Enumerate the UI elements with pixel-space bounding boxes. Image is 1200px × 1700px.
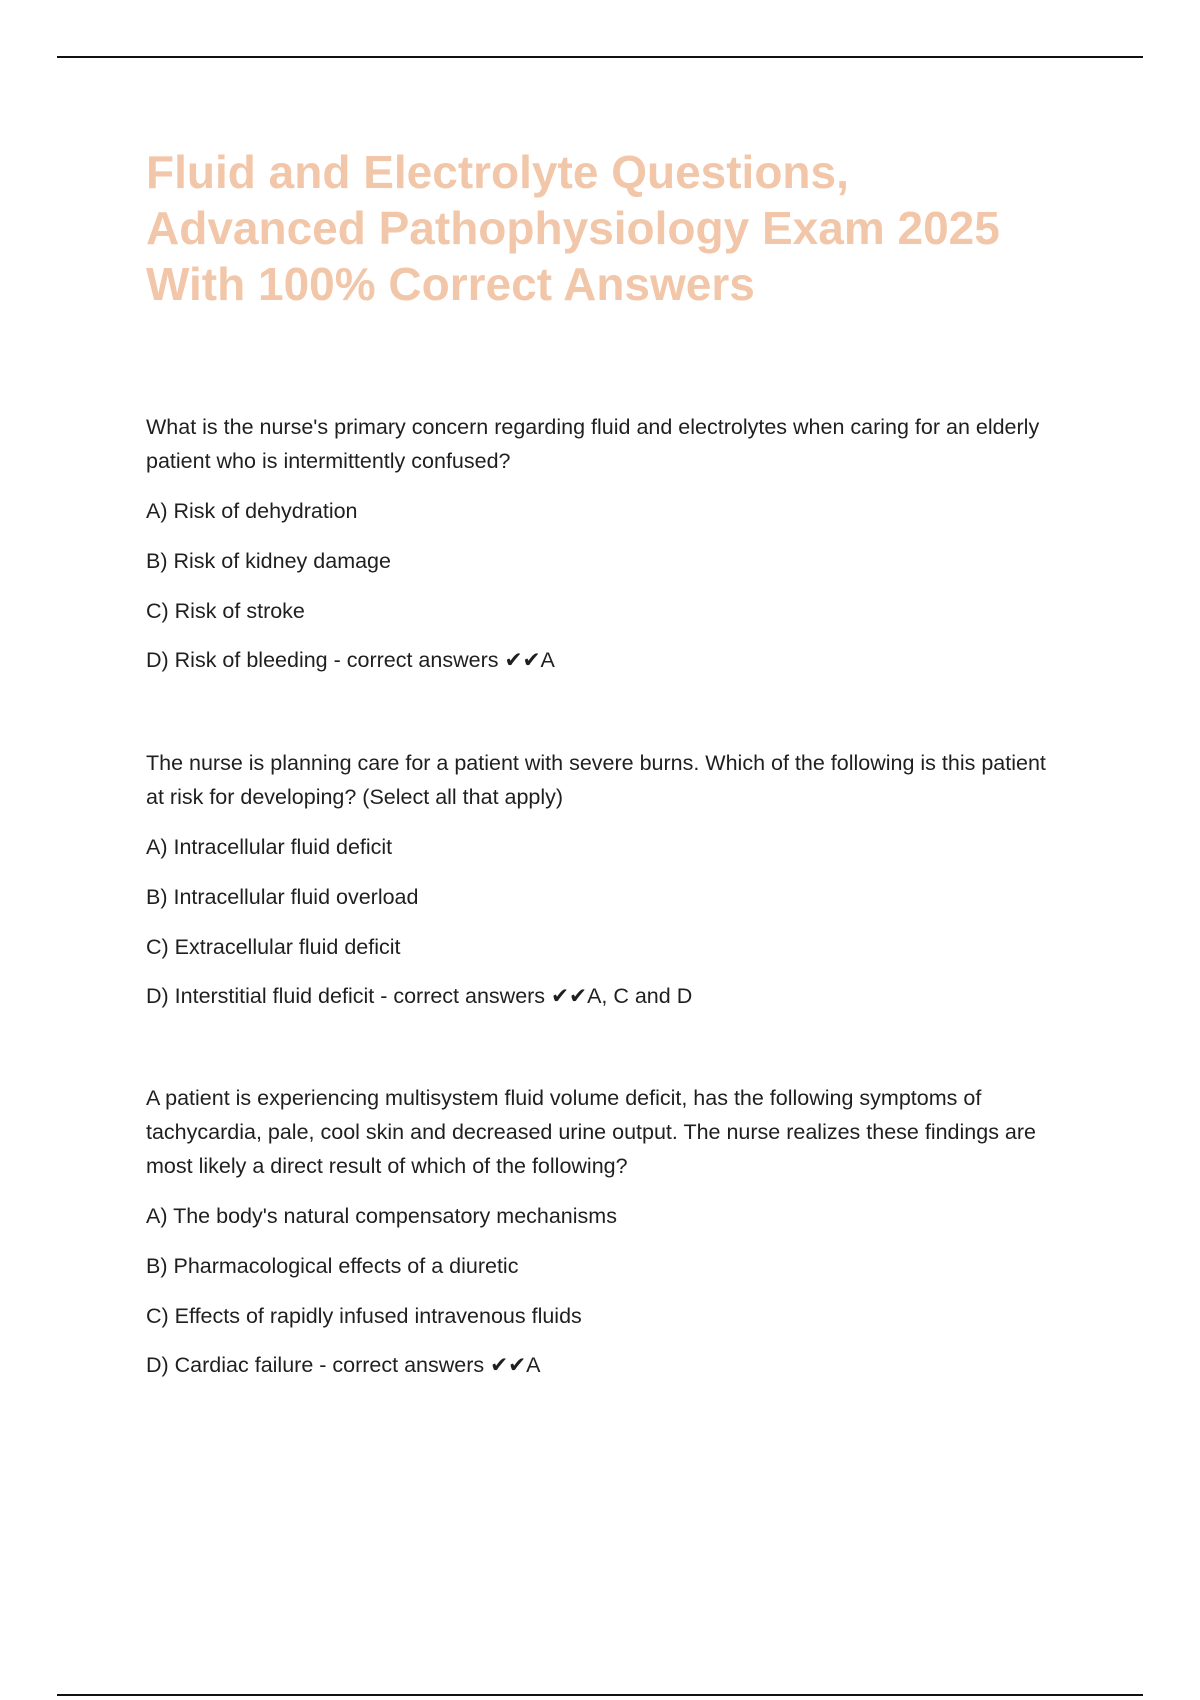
stem-line: at risk for developing? (Select all that apply): [146, 785, 564, 809]
stem-line: patient who is intermittently confused?: [146, 449, 511, 473]
answer-option-a: A) Intracellular fluid deficit: [146, 835, 393, 859]
answer-option-a: A) The body's natural compensatory mechanisms: [146, 1204, 617, 1228]
answer-option-c: C) Effects of rapidly infused intravenous fluids: [146, 1304, 582, 1328]
answer-option-b: B) Pharmacological effects of a diuretic: [146, 1254, 519, 1278]
title-line: Fluid and Electrolyte Questions,: [146, 146, 849, 198]
document-title: [146, 144, 1106, 312]
question-block-1: [146, 410, 1096, 677]
answer-option-c: C) Risk of stroke: [146, 599, 305, 623]
stem-line: The nurse is planning care for a patient with severe burns. Which of the following is this patient: [146, 751, 1046, 775]
title-line: With 100% Correct Answers: [146, 258, 755, 310]
answer-option-b: B) Intracellular fluid overload: [146, 885, 419, 909]
answer-option-b: B) Risk of kidney damage: [146, 549, 391, 573]
answer-option-c: C) Extracellular fluid deficit: [146, 935, 401, 959]
title-line: Advanced Pathophysiology Exam 2025: [146, 202, 1000, 254]
question-stem: [146, 746, 1096, 814]
answer-option-a: A) Risk of dehydration: [146, 499, 358, 523]
answer-option-d-with-correct-answer: D) Risk of bleeding - correct answers ✔✔A: [146, 648, 555, 672]
question-stem: [146, 1081, 1096, 1183]
stem-line: most likely a direct result of which of the following?: [146, 1154, 628, 1178]
stem-line: What is the nurse's primary concern regarding fluid and electrolytes when caring for an elderly: [146, 415, 1040, 439]
question-block-2: [146, 746, 1096, 1013]
footer-rule: [57, 1694, 1143, 1696]
answer-option-d-with-correct-answer: D) Cardiac failure - correct answers ✔✔A: [146, 1353, 541, 1377]
stem-line: tachycardia, pale, cool skin and decreased urine output. The nurse realizes these findings are: [146, 1120, 1037, 1144]
header-rule: [57, 56, 1143, 58]
question-block-3: [146, 1081, 1096, 1382]
stem-line: A patient is experiencing multisystem fluid volume deficit, has the following symptoms of: [146, 1086, 982, 1110]
answer-option-d-with-correct-answer: D) Interstitial fluid deficit - correct answers ✔✔A, C and D: [146, 984, 693, 1008]
question-stem: [146, 410, 1096, 478]
